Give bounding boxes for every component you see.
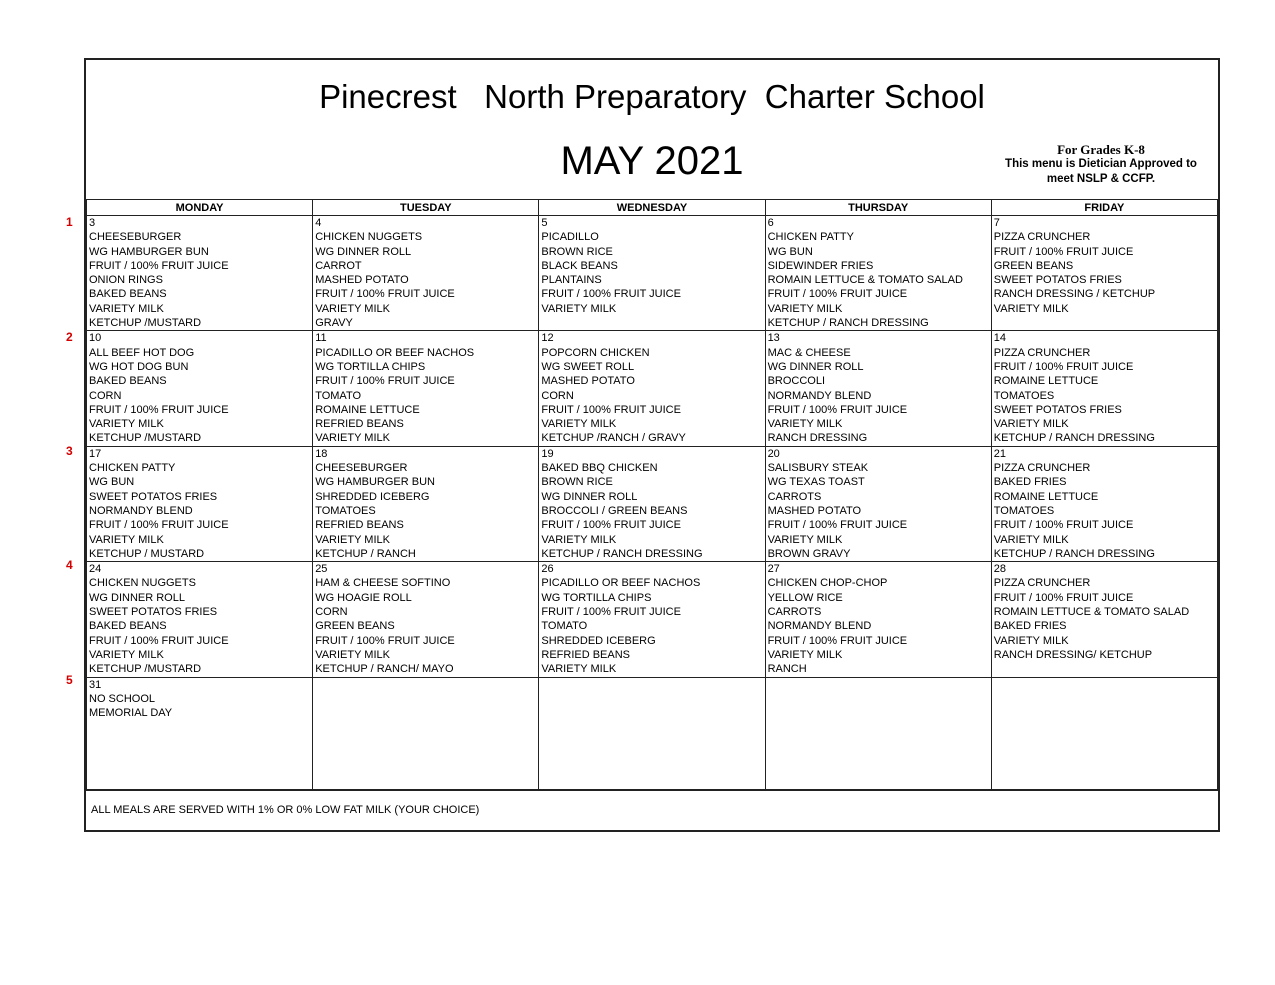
menu-item: SIDEWINDER FRIES	[767, 259, 874, 272]
day-cell	[313, 446, 539, 561]
menu-item: WG HOT DOG BUN	[89, 360, 189, 373]
menu-item: BAKED BBQ CHICKEN	[541, 462, 658, 475]
menu-item: YELLOW RICE	[767, 591, 843, 604]
menu-item: FRUIT / 100% FRUIT JUICE	[767, 288, 908, 301]
week-number-2: 2	[66, 330, 73, 344]
menu-item: FRUIT / 100% FRUIT JUICE	[993, 591, 1134, 604]
menu-item: FRUIT / 100% FRUIT JUICE	[89, 519, 229, 532]
menu-item: WG TEXAS TOAST	[767, 476, 865, 489]
menu-item: RANCH DRESSING	[767, 432, 868, 445]
menu-item: VARIETY MILK	[767, 533, 843, 546]
menu-item: MASHED POTATO	[315, 274, 409, 287]
footer-note: ALL MEALS ARE SERVED WITH 1% OR 0% LOW FAT MILK (YOUR CHOICE)	[91, 804, 480, 816]
date-number: 11	[315, 332, 327, 345]
day-header-thursday: THURSDAY	[765, 200, 991, 216]
menu-item: KETCHUP / RANCH DRESSING	[993, 547, 1155, 560]
menu-item: VARIETY MILK	[993, 418, 1069, 431]
menu-item: VARIETY MILK	[767, 648, 843, 661]
menu-item: FRUIT / 100% FRUIT JUICE	[993, 245, 1134, 258]
day-cell	[313, 216, 539, 331]
grades-label: For Grades K-8	[1057, 142, 1145, 157]
menu-item: PICADILLO	[541, 231, 599, 244]
menu-item: KETCHUP / RANCH	[315, 547, 416, 560]
day-cell	[765, 216, 991, 331]
menu-item: FRUIT / 100% FRUIT JUICE	[315, 634, 455, 647]
menu-item: CORN	[89, 389, 122, 402]
approval-line-2: meet NSLP & CCFP.	[1046, 173, 1156, 185]
menu-item: WG TORTILLA CHIPS	[541, 591, 652, 604]
day-cell	[765, 562, 991, 677]
day-header-wednesday: WEDNESDAY	[539, 200, 765, 216]
menu-item: VARIETY MILK	[541, 418, 617, 431]
menu-item: MASHED POTATO	[767, 504, 862, 517]
menu-item: REFRIED BEANS	[541, 648, 631, 661]
day-cell	[539, 562, 765, 677]
date-number: 19	[541, 447, 554, 460]
menu-item: ALL BEEF HOT DOG	[89, 346, 195, 359]
menu-item: VARIETY MILK	[89, 648, 164, 661]
menu-item: CORN	[315, 606, 348, 619]
date-number: 27	[767, 563, 780, 576]
menu-item: BROCCOLI / GREEN BEANS	[541, 504, 688, 517]
approval-line-1: This menu is Dietician Approved to	[1005, 158, 1197, 170]
menu-item: RANCH DRESSING / KETCHUP	[993, 288, 1156, 301]
menu-item: CORN	[541, 389, 574, 402]
day-cell	[87, 562, 313, 677]
menu-item: TOMATOES	[315, 504, 376, 517]
day-cell	[991, 677, 1217, 790]
menu-frame	[84, 58, 1220, 832]
menu-item: TOMATO	[541, 620, 588, 633]
date-number: 24	[89, 563, 102, 576]
menu-item: ROMAINE LETTUCE	[993, 490, 1099, 503]
date-number: 4	[315, 217, 322, 229]
menu-item: REFRIED BEANS	[315, 519, 404, 532]
menu-item: REFRIED BEANS	[315, 418, 404, 431]
menu-item: KETCHUP /MUSTARD	[89, 663, 202, 676]
day-cell	[539, 331, 765, 446]
menu-item: VARIETY MILK	[767, 418, 843, 431]
day-cell	[539, 677, 765, 790]
menu-item: KETCHUP /RANCH / GRAVY	[541, 432, 686, 445]
menu-item: ROMAINE LETTUCE	[315, 403, 420, 416]
date-number: 28	[993, 563, 1006, 576]
menu-item: KETCHUP / RANCH/ MAYO	[315, 663, 454, 676]
date-number: 14	[993, 332, 1006, 345]
menu-item: VARIETY MILK	[315, 648, 390, 661]
menu-item: KETCHUP / RANCH DRESSING	[993, 432, 1155, 445]
week-row	[87, 562, 1218, 677]
menu-item: BAKED BEANS	[89, 375, 167, 388]
footer-note-box	[86, 789, 1218, 832]
day-header-monday: MONDAY	[87, 200, 313, 216]
grades-note	[986, 142, 1216, 187]
day-cell	[765, 677, 991, 790]
menu-item: GREEN BEANS	[993, 259, 1074, 272]
menu-item: KETCHUP /MUSTARD	[89, 317, 202, 330]
menu-item: FRUIT / 100% FRUIT JUICE	[315, 288, 455, 301]
date-number: 21	[993, 447, 1006, 460]
date-number: 20	[767, 447, 780, 460]
menu-item: VARIETY MILK	[541, 302, 617, 315]
date-number: 10	[89, 332, 102, 345]
day-cell	[539, 216, 765, 331]
menu-item: VARIETY MILK	[993, 302, 1069, 315]
menu-item: BAKED BEANS	[89, 620, 167, 633]
menu-item: KETCHUP / RANCH DRESSING	[767, 317, 929, 330]
day-cell	[765, 331, 991, 446]
school-name: Pinecrest North Preparatory Charter School	[319, 78, 985, 115]
menu-item: BROWN RICE	[541, 245, 613, 258]
menu-item: FRUIT / 100% FRUIT JUICE	[89, 403, 229, 416]
date-number: 25	[315, 563, 328, 576]
menu-item: WG HOAGIE ROLL	[315, 591, 412, 604]
menu-item: PLANTAINS	[541, 274, 602, 287]
date-number: 26	[541, 563, 554, 576]
menu-item: VARIETY MILK	[541, 663, 617, 676]
menu-item: PIZZA CRUNCHER	[993, 462, 1091, 475]
menu-item: WG HAMBURGER BUN	[89, 245, 209, 258]
menu-item: VARIETY MILK	[767, 302, 843, 315]
menu-item: PIZZA CRUNCHER	[993, 346, 1091, 359]
date-number: 18	[315, 447, 328, 460]
menu-item: CHICKEN CHOP-CHOP	[767, 577, 888, 590]
day-cell	[765, 446, 991, 561]
menu-item: SHREDDED ICEBERG	[315, 490, 430, 503]
menu-item: CHICKEN NUGGETS	[89, 577, 196, 590]
menu-item: POPCORN CHICKEN	[541, 346, 650, 359]
menu-item: WG HAMBURGER BUN	[315, 476, 435, 489]
menu-item: WG DINNER ROLL	[315, 245, 412, 258]
day-cell	[991, 562, 1217, 677]
menu-item: SWEET POTATOS FRIES	[993, 274, 1122, 287]
menu-item: CARROTS	[767, 490, 822, 503]
menu-item: BROCCOLI	[767, 375, 826, 388]
day-header-row	[87, 200, 1218, 216]
menu-item: VARIETY MILK	[993, 533, 1069, 546]
menu-item: GRAVY	[315, 317, 353, 330]
menu-item: GREEN BEANS	[315, 620, 395, 633]
menu-item: WG TORTILLA CHIPS	[315, 360, 426, 373]
menu-item: SWEET POTATOS FRIES	[89, 490, 218, 503]
week-row	[87, 216, 1218, 331]
date-number: 6	[767, 217, 774, 229]
menu-item: VARIETY MILK	[89, 418, 164, 431]
date-number: 31	[89, 678, 102, 691]
menu-item: HAM & CHEESE SOFTINO	[315, 577, 451, 590]
menu-item: PICADILLO OR BEEF NACHOS	[315, 346, 475, 359]
week-number-1: 1	[66, 215, 73, 229]
menu-item: ROMAINE LETTUCE	[993, 375, 1099, 388]
menu-item: FRUIT / 100% FRUIT JUICE	[541, 519, 681, 532]
date-number: 13	[767, 332, 780, 345]
menu-item: ROMAIN LETTUCE & TOMATO SALAD	[767, 274, 963, 287]
menu-item: FRUIT / 100% FRUIT JUICE	[541, 606, 681, 619]
menu-item: BROWN GRAVY	[767, 547, 851, 560]
menu-item: MEMORIAL DAY	[89, 707, 173, 720]
menu-item: CARROT	[315, 259, 362, 272]
menu-item: TOMATOES	[993, 504, 1055, 517]
menu-item: CHEESEBURGER	[315, 462, 408, 475]
day-header-tuesday: TUESDAY	[313, 200, 539, 216]
menu-item: WG DINNER ROLL	[767, 360, 864, 373]
menu-item: BAKED FRIES	[993, 620, 1067, 633]
menu-item: FRUIT / 100% FRUIT JUICE	[89, 259, 229, 272]
menu-item: SALISBURY STEAK	[767, 462, 869, 475]
menu-item: WG DINNER ROLL	[541, 490, 638, 503]
week-number-4: 4	[66, 558, 73, 572]
menu-item: MAC & CHEESE	[767, 346, 851, 359]
week-number-3: 3	[66, 444, 73, 458]
menu-item: WG BUN	[89, 476, 135, 489]
menu-item: FRUIT / 100% FRUIT JUICE	[541, 403, 681, 416]
menu-item: WG SWEET ROLL	[541, 360, 635, 373]
menu-item: FRUIT / 100% FRUIT JUICE	[89, 634, 229, 647]
menu-item: FRUIT / 100% FRUIT JUICE	[767, 403, 908, 416]
menu-item: TOMATOES	[993, 389, 1055, 402]
menu-item: WG BUN	[767, 245, 813, 258]
menu-item: FRUIT / 100% FRUIT JUICE	[767, 634, 908, 647]
day-cell	[991, 216, 1217, 331]
menu-item: VARIETY MILK	[315, 302, 390, 315]
menu-item: ONION RINGS	[89, 274, 163, 287]
date-number: 12	[541, 332, 554, 345]
menu-item: NORMANDY BLEND	[767, 620, 872, 633]
menu-item: PICADILLO OR BEEF NACHOS	[541, 577, 701, 590]
menu-item: VARIETY MILK	[89, 302, 164, 315]
month-title: MAY 2021	[560, 139, 744, 183]
week-row	[87, 331, 1218, 446]
menu-item: MASHED POTATO	[541, 375, 635, 388]
menu-item: BROWN RICE	[541, 476, 613, 489]
week-row	[87, 677, 1218, 790]
menu-item: BAKED BEANS	[89, 288, 167, 301]
menu-item: BLACK BEANS	[541, 259, 618, 272]
menu-item: KETCHUP / MUSTARD	[89, 547, 205, 560]
day-cell	[313, 562, 539, 677]
menu-item: VARIETY MILK	[89, 533, 164, 546]
menu-item: PIZZA CRUNCHER	[993, 231, 1091, 244]
week-row	[87, 446, 1218, 561]
menu-item: CHICKEN PATTY	[767, 231, 854, 244]
day-cell	[87, 331, 313, 446]
menu-item: WG DINNER ROLL	[89, 591, 185, 604]
menu-item: RANCH	[767, 663, 807, 676]
menu-item: RANCH DRESSING/ KETCHUP	[993, 648, 1153, 661]
menu-calendar	[86, 199, 1218, 791]
menu-item: TOMATO	[315, 389, 362, 402]
menu-item: VARIETY MILK	[993, 634, 1069, 647]
menu-item: FRUIT / 100% FRUIT JUICE	[541, 288, 681, 301]
day-cell	[313, 677, 539, 790]
menu-item: SHREDDED ICEBERG	[541, 634, 656, 647]
date-number: 7	[993, 217, 1000, 229]
menu-item: NORMANDY BLEND	[767, 389, 872, 402]
day-cell	[87, 677, 313, 790]
menu-item: SWEET POTATOS FRIES	[993, 403, 1122, 416]
menu-item: KETCHUP /MUSTARD	[89, 432, 202, 445]
menu-item: BAKED FRIES	[993, 476, 1067, 489]
day-cell	[87, 446, 313, 561]
date-number: 5	[541, 217, 548, 229]
day-cell	[539, 446, 765, 561]
day-header-friday: FRIDAY	[991, 200, 1217, 216]
day-cell	[991, 446, 1217, 561]
day-cell	[87, 216, 313, 331]
menu-item: FRUIT / 100% FRUIT JUICE	[315, 375, 455, 388]
menu-item: FRUIT / 100% FRUIT JUICE	[993, 360, 1134, 373]
menu-item: VARIETY MILK	[315, 432, 390, 445]
menu-item: NO SCHOOL	[89, 692, 156, 705]
menu-item: VARIETY MILK	[541, 533, 617, 546]
menu-item: SWEET POTATOS FRIES	[89, 606, 218, 619]
day-cell	[313, 331, 539, 446]
menu-item: FRUIT / 100% FRUIT JUICE	[767, 519, 908, 532]
menu-item: ROMAIN LETTUCE & TOMATO SALAD	[993, 606, 1190, 619]
menu-item: CHICKEN NUGGETS	[315, 231, 423, 244]
menu-item: VARIETY MILK	[315, 533, 390, 546]
day-cell	[991, 331, 1217, 446]
date-number: 17	[89, 447, 102, 460]
menu-item: KETCHUP / RANCH DRESSING	[541, 547, 703, 560]
date-number: 3	[89, 217, 96, 229]
menu-item: FRUIT / 100% FRUIT JUICE	[993, 519, 1134, 532]
menu-item: CHICKEN PATTY	[89, 462, 176, 475]
menu-item: PIZZA CRUNCHER	[993, 577, 1091, 590]
menu-item: CHEESEBURGER	[89, 231, 182, 244]
menu-item: CARROTS	[767, 606, 822, 619]
menu-item: NORMANDY BLEND	[89, 504, 193, 517]
week-number-5: 5	[66, 673, 73, 687]
